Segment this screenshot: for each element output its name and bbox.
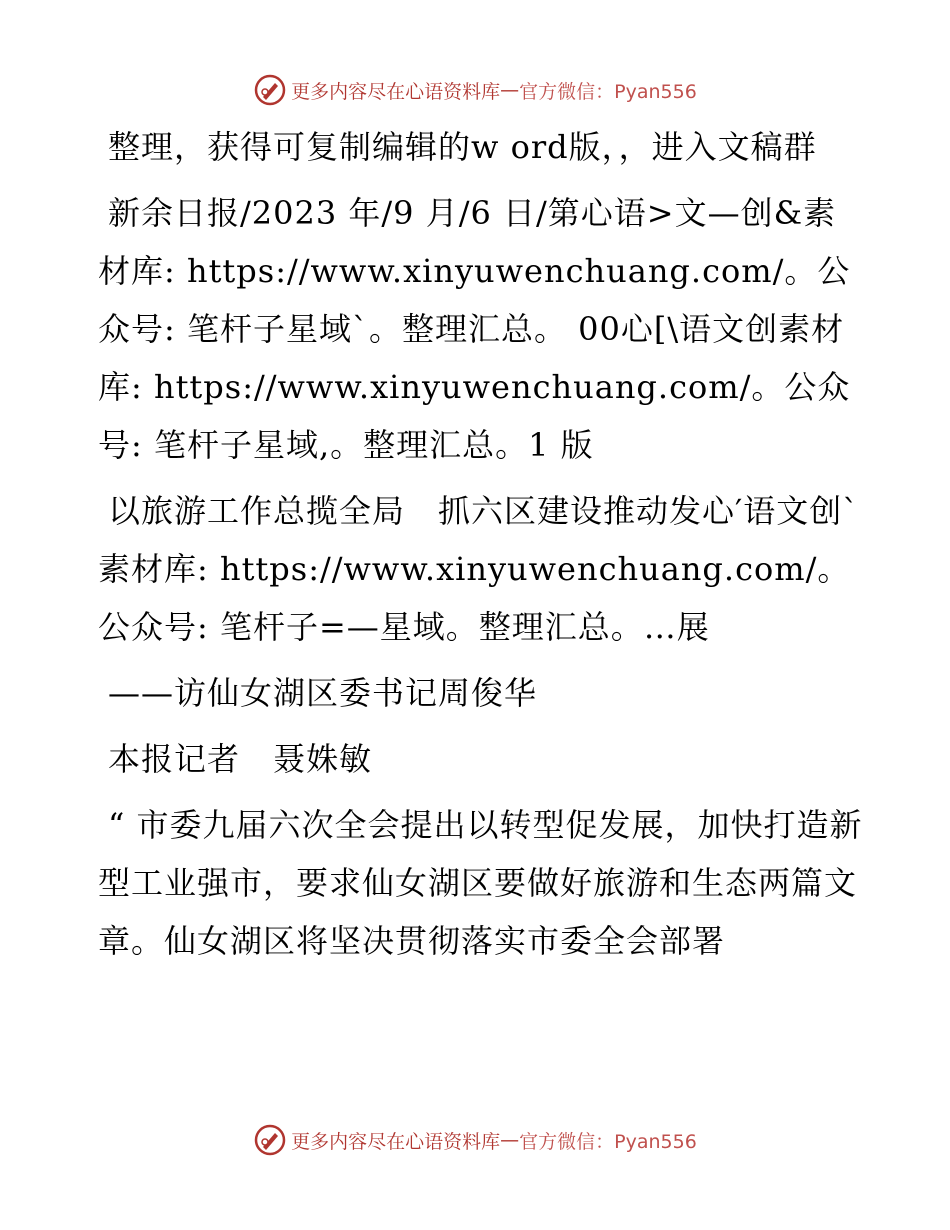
banner-main-text: 更多内容尽在心语资料库	[291, 80, 501, 103]
banner-wechat-text: 官方微信：Pyan556	[519, 80, 697, 103]
paragraph-headline: 以旅游工作总揽全局 抓六区建设推动发心′语文创`素材库: https://www.xinyuwenchuang.com/。公众号: 笔杆子=—星域。整理汇总。…展	[98, 492, 860, 646]
banner-main-text: 更多内容尽在心语资料库	[291, 1130, 501, 1153]
banner-dash: —	[500, 1129, 520, 1151]
paragraph-intro: 整理，获得可复制编辑的w ord版，，进入文稿群	[108, 128, 817, 166]
paragraph-source: 新余日报/2023 年/9 月/6 日/第心语>文—创&素材库: https://www.xinyuwenchuang.com/。公众号: 笔杆子星域`。整理汇总。 00心[\语文创素材库: https://www.xinyuwenchuang.com/。公众号: 笔杆子星域,。整理汇总。1 版	[98, 194, 851, 464]
pen-logo-icon	[253, 73, 287, 107]
paragraph-body: “ 市委九届六次全会提出以转型促发展，加快打造新型工业强市，要求仙女湖区要做好旅游和生态两篇文章。仙女湖区将坚决贯彻落实市委全会部署	[98, 806, 863, 960]
header-watermark-banner	[0, 70, 950, 110]
paragraph-reporter: 本报记者 聂姝敏	[108, 740, 373, 778]
footer-watermark-banner	[0, 1120, 950, 1160]
paragraph-subtitle: ——访仙女湖区委书记周俊华	[108, 674, 538, 712]
banner-dash: —	[500, 79, 520, 101]
pen-logo-icon	[253, 1123, 287, 1157]
banner-wechat-text: 官方微信：Pyan556	[519, 1130, 697, 1153]
document-body	[98, 118, 868, 978]
